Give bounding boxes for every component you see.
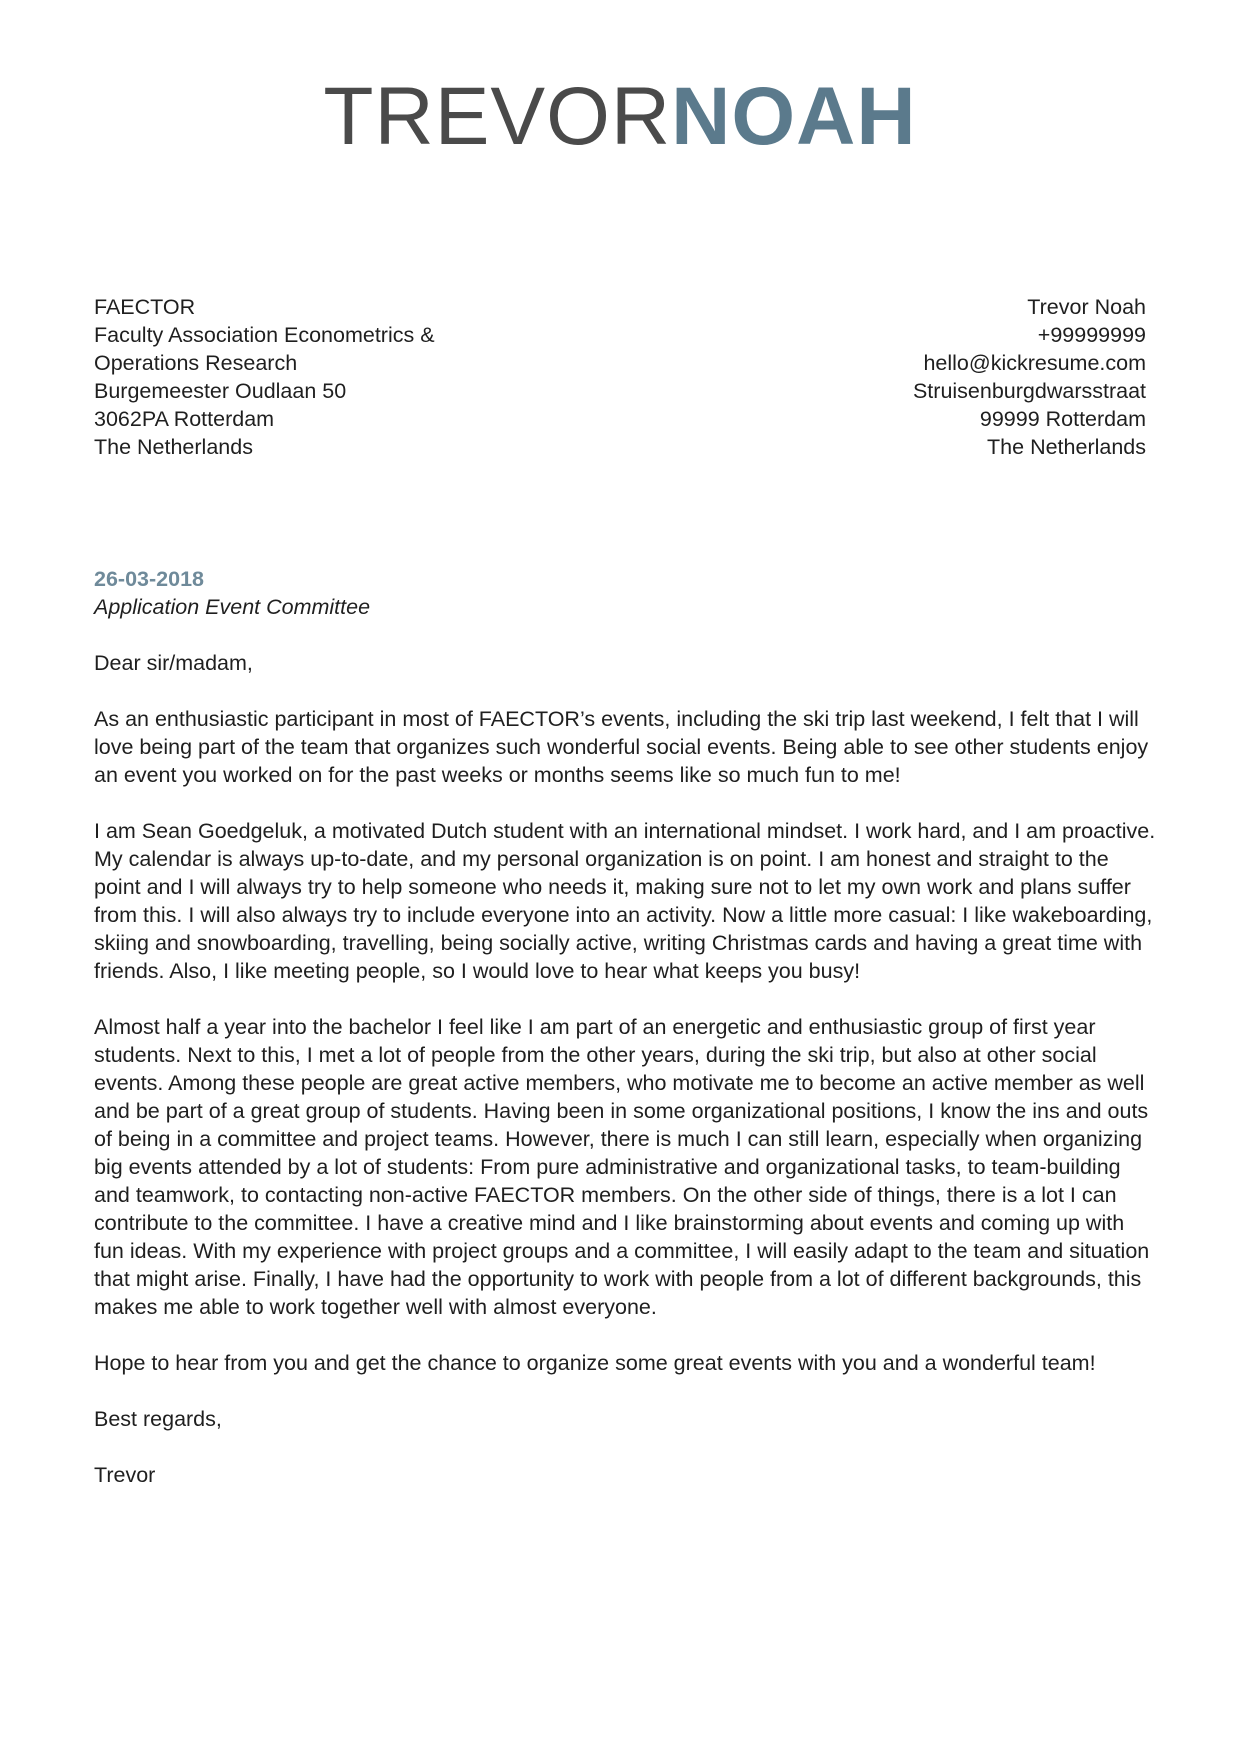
recipient-line: 3062PA Rotterdam [94, 407, 275, 431]
sender-address [726, 293, 1146, 461]
sender-country: The Netherlands [987, 435, 1146, 459]
sender-phone: +99999999 [1037, 323, 1146, 347]
paragraph-intro: As an enthusiastic participant in most of FAECTOR’s events, including the ski trip last weekend, I felt that I will love being part of the team that organizes such wonderful social events. Being able to see other students enjoy an event you worked on for the past weeks or months seems like so much fun to me! [94, 707, 1149, 787]
paragraph-experience: Almost half a year into the bachelor I feel like I am part of an energetic and enthusiastic group of first year students. Next to this, I met a lot of people from the other years, during the ski trip, but also at other social events. Among these people are great active members, who motivate me to become an active member as well and be part of a great group of students. Having been in some organizational positions, I know the ins and outs of being in a committee and project teams. However, there is much I can still learn, especially when organizing big events attended by a lot of students: From pure administrative and organizational tasks, to team-building and teamwork, to contacting non-active FAECTOR members. On the other side of things, there is a lot I can contribute to the committee. I have a creative mind and I like brainstorming about events and coming up with fun ideas. With my experience with project groups and a committee, I will easily adapt to the team and situation that might arise. Finally, I have had the opportunity to work with people from a lot of different backgrounds, this makes me able to work together well with almost everyone. [94, 1015, 1150, 1319]
recipient-line: The Netherlands [94, 435, 253, 459]
recipient-line: Faculty Association Econometrics & [94, 323, 435, 347]
name-header [0, 72, 1240, 162]
closing: Best regards, [94, 1407, 222, 1431]
recipient-line: FAECTOR [94, 295, 196, 319]
letter-date: 26-03-2018 [94, 567, 204, 591]
letter-body [94, 565, 1156, 1489]
paragraph-closing: Hope to hear from you and get the chance to organize some great events with you and a wonderful team! [94, 1351, 1096, 1375]
salutation: Dear sir/madam, [94, 651, 253, 675]
paragraph-about-me: I am Sean Goedgeluk, a motivated Dutch student with an international mindset. I work hard, and I am proactive. My calendar is always up-to-date, and my personal organization is on point. I am honest and straight to the point and I will always try to help someone who needs it, making sure not to let my own work and plans suffer from this. I will also always try to include everyone into an activity. Now a little more casual: I like wakeboarding, skiing and snowboarding, travelling, being socially active, writing Christmas cards and having a great time with friends. Also, I like meeting people, so I would love to hear what keeps you busy! [94, 819, 1156, 983]
header-first-name: TREVOR [323, 71, 672, 162]
sender-city: 99999 Rotterdam [979, 407, 1146, 431]
header-last-name: NOAH [671, 71, 917, 162]
letter-subject: Application Event Committee [94, 595, 371, 619]
recipient-address [94, 293, 514, 461]
sender-name: Trevor Noah [1027, 295, 1146, 319]
recipient-line: Burgemeester Oudlaan 50 [94, 379, 347, 403]
sender-street: Struisenburgdwarsstraat [912, 379, 1146, 403]
signature: Trevor [94, 1463, 156, 1487]
recipient-line: Operations Research [94, 351, 298, 375]
sender-email: hello@kickresume.com [923, 351, 1146, 375]
